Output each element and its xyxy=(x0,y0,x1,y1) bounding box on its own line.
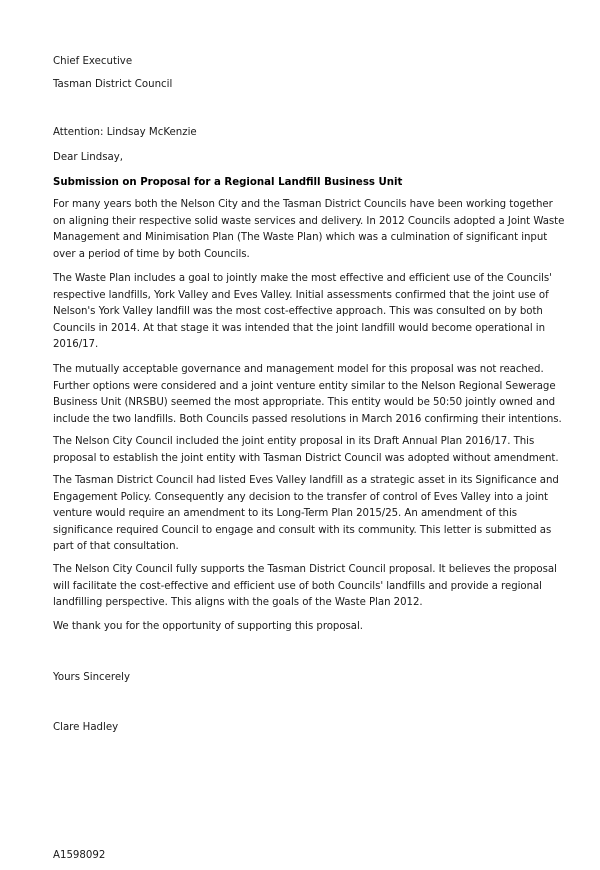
body-paragraph-5: The Tasman District Council had listed Eves Valley landfill as a strategic asset in its Significance and Engagement Policy. Consequently any decision to the transfer of control of Eves Valley into a joint venture would require an amendment to its Long-Term Plan 2015/25. An amendment of this significance required Council to engage and consult with its community. This letter is submitted as part of that consultation. xyxy=(53,475,559,552)
subject-line: Submission on Proposal for a Regional Landfill Business Unit xyxy=(53,177,403,188)
salutation: Dear Lindsay, xyxy=(53,152,124,163)
body-paragraph-4: The Nelson City Council included the joint entity proposal in its Draft Annual Plan 2016/17. This proposal to establish the joint entity with Tasman District Council was adopted without amendment. xyxy=(53,436,559,464)
body-paragraph-1: For many years both the Nelson City and the Tasman District Councils have been working together on aligning their respective solid waste services and delivery. In 2012 Councils adopted a Joint Waste Management and Minimisation Plan (The Waste Plan) which was a culmination of significant input over a period of time by both Councils. xyxy=(53,199,565,260)
closing: Yours Sincerely xyxy=(53,672,131,683)
recipient-title: Chief Executive xyxy=(53,56,133,67)
body-paragraph-7: We thank you for the opportunity of supporting this proposal. xyxy=(53,621,363,632)
signatory-name: Clare Hadley xyxy=(53,722,119,733)
body-paragraph-6: The Nelson City Council fully supports the Tasman District Council proposal. It believes the proposal will facilitate the cost-effective and efficient use of both Councils' landfills and provide a regional landfilling perspective. This aligns with the goals of the Waste Plan 2012. xyxy=(53,564,557,608)
recipient-org: Tasman District Council xyxy=(53,79,173,90)
body-paragraph-3: The mutually acceptable governance and management model for this proposal was not reached. Further options were considered and a joint venture entity similar to the Nelson Regional Sewerage Business Unit (NRSBU) seemed the most appropriate. This entity would be 50:50 jointly owned and include the two landfills. Both Councils passed resolutions in March 2016 confirming their intentions. xyxy=(53,364,562,425)
attention-line: Attention: Lindsay McKenzie xyxy=(53,127,197,138)
body-paragraph-2: The Waste Plan includes a goal to jointly make the most effective and efficient use of the Councils' respective landfills, York Valley and Eves Valley. Initial assessments confirmed that the joint use of Nelson's York Valley landfill was the most cost-effective approach. This was consulted on by both Councils in 2014. At that stage it was intended that the joint landfill would become operational in 2016/17. xyxy=(53,273,552,350)
document-reference: A1598092 xyxy=(53,850,106,861)
